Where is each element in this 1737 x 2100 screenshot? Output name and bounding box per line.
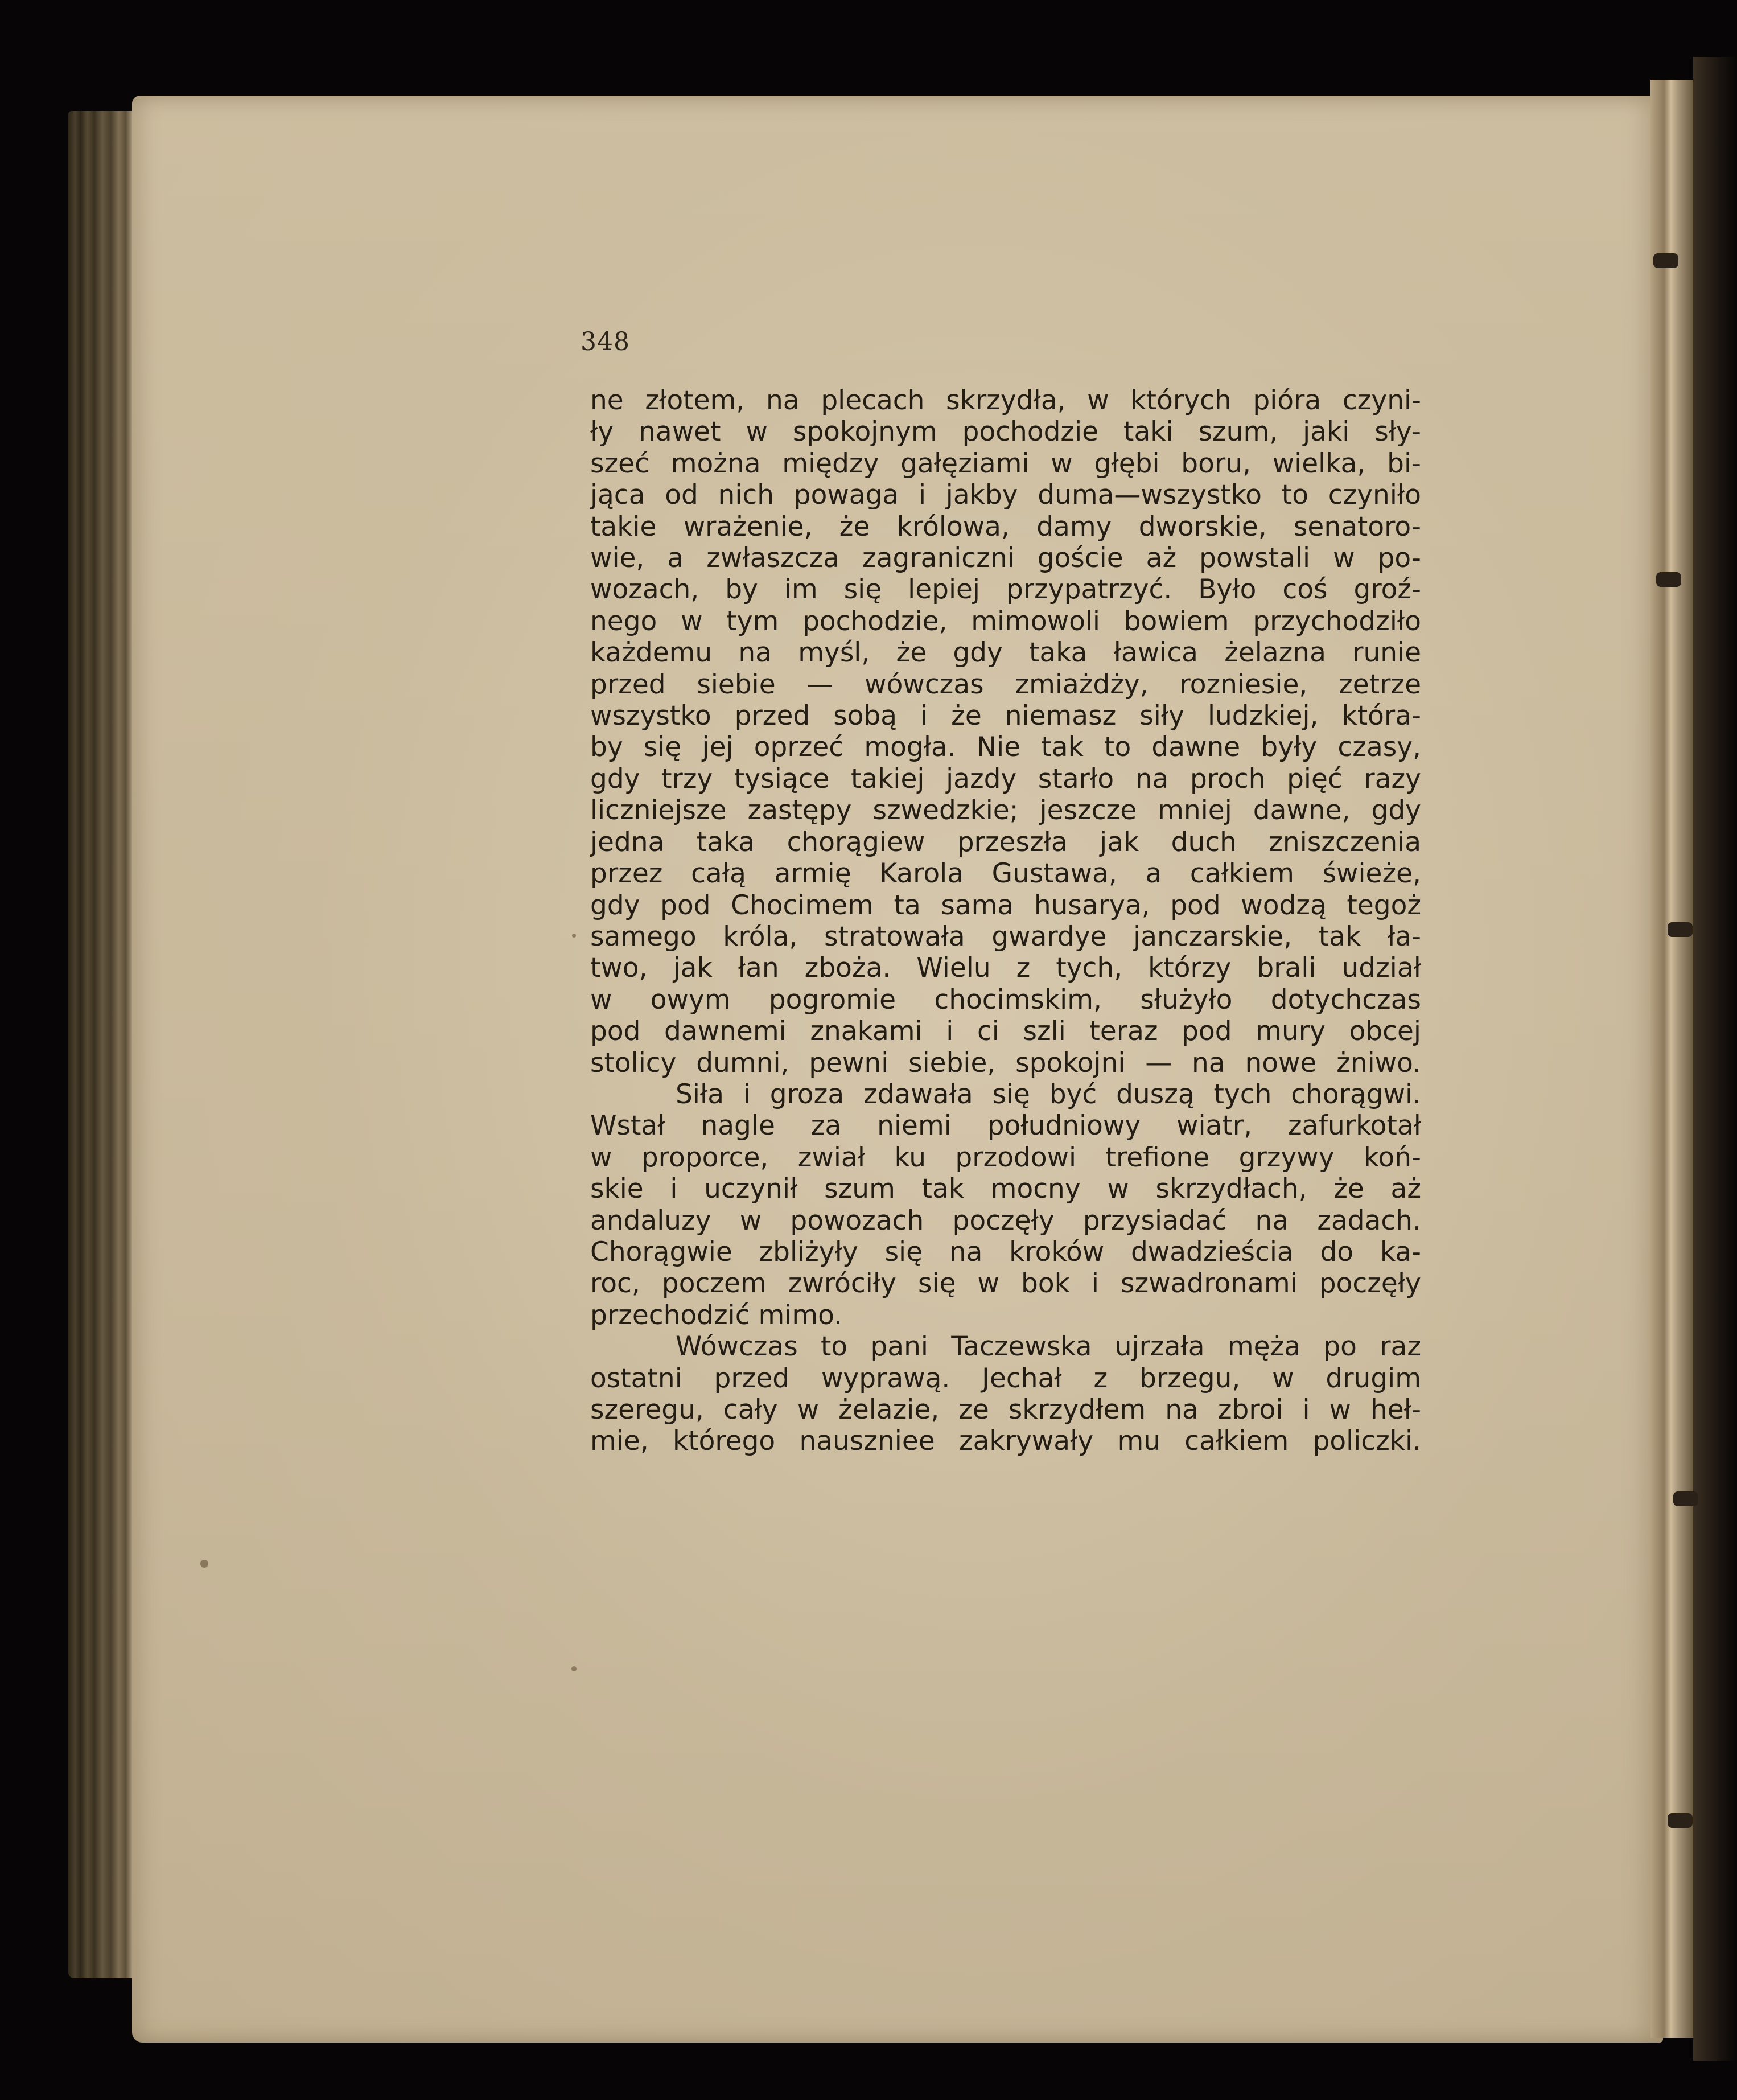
text-line: takie wrażenie, że królowa, damy dworskie, senatoro- (590, 511, 1421, 543)
binding-thread-mark (1656, 572, 1681, 587)
text-line: przechodzić mimo. (590, 1299, 842, 1331)
text-line: liczniejsze zastępy szwedzkie; jeszcze mniej dawne, gdy (590, 795, 1421, 827)
text-line: szeregu, cały w żelazie, ze skrzydłem na zbroi i w heł- (590, 1394, 1421, 1425)
left-page-edges (68, 111, 137, 1978)
binding-thread-mark (1653, 253, 1678, 268)
text-line: roc, poczem zwróciły się w bok i szwadronami poczęły (590, 1268, 1421, 1300)
page-stain (571, 1666, 577, 1671)
text-line: mie, którego nauszniee zakrywały mu całkiem policzki. (590, 1425, 1421, 1457)
text-line: gdy pod Chocimem ta sama husarya, pod wodzą tegoż (590, 889, 1421, 921)
text-line: wozach, by im się lepiej przypatrzyć. Było coś groź- (590, 574, 1421, 606)
text-line: by się jej oprzeć mogła. Nie tak to dawne były czasy, (590, 731, 1421, 763)
binding-thread-mark (1668, 922, 1693, 937)
binding-thread-mark (1673, 1491, 1698, 1506)
text-line: skie i uczynił szum tak mocny w skrzydłach, że aż (590, 1173, 1421, 1205)
text-line: jąca od nich powaga i jakby duma—wszystko to czyniło (590, 479, 1421, 511)
body-text (590, 385, 1421, 1457)
text-line: każdemu na myśl, że gdy taka ławica żelazna runie (590, 637, 1421, 669)
book-binding (1650, 80, 1696, 2038)
text-line: Wstał nagle za niemi południowy wiatr, zafurkotał (590, 1110, 1421, 1142)
text-line: wie, a zwłaszcza zagraniczni goście aż powstali w po- (590, 543, 1421, 574)
book-spine-shadow (1693, 57, 1737, 2061)
text-line: ne złotem, na plecach skrzydła, w których pióra czyni- (590, 385, 1421, 416)
text-line: w owym pogromie chocimskim, służyło dotychczas (590, 984, 1421, 1016)
page-stain (572, 934, 576, 938)
text-line: nego w tym pochodzie, mimowoli bowiem przychodziło (590, 605, 1421, 637)
text-line: Siła i groza zdawała się być duszą tych chorągwi. (676, 1078, 1421, 1110)
text-line: ostatni przed wyprawą. Jechał z brzegu, w drugim (590, 1362, 1421, 1394)
text-line: szeć można między gałęziami w głębi boru, wielka, bi- (590, 447, 1421, 479)
text-line: Wówczas to pani Taczewska ujrzała męża po raz (676, 1331, 1421, 1363)
text-line: w proporce, zwiał ku przodowi trefione grzywy koń- (590, 1141, 1421, 1173)
text-line: przez całą armię Karola Gustawa, a całkiem świeże, (590, 858, 1421, 890)
text-line: samego króla, stratowała gwardye janczarskie, tak ła- (590, 920, 1421, 952)
text-line: jedna taka chorągiew przeszła jak duch zniszczenia (590, 826, 1421, 858)
text-line: pod dawnemi znakami i ci szli teraz pod mury obcej (590, 1016, 1421, 1047)
text-line: gdy trzy tysiące takiej jazdy starło na proch pięć razy (590, 763, 1421, 795)
text-line: ły nawet w spokojnym pochodzie taki szum, jaki sły- (590, 416, 1421, 448)
text-line: stolicy dumni, pewni siebie, spokojni — na nowe żniwo. (590, 1047, 1421, 1079)
text-line: two, jak łan zboża. Wielu z tych, którzy brali udział (590, 952, 1421, 984)
text-line: przed siebie — wówczas zmiażdży, rozniesie, zetrze (590, 668, 1421, 700)
page-stain (200, 1560, 208, 1568)
text-line: Chorągwie zbliżyły się na kroków dwadzieścia do ka- (590, 1236, 1421, 1268)
text-line: andaluzy w powozach poczęły przysiadać na zadach. (590, 1205, 1421, 1236)
text-line: wszystko przed sobą i że niemasz siły ludzkiej, która- (590, 700, 1421, 732)
page-number: 348 (581, 327, 630, 356)
binding-thread-mark (1668, 1813, 1693, 1828)
